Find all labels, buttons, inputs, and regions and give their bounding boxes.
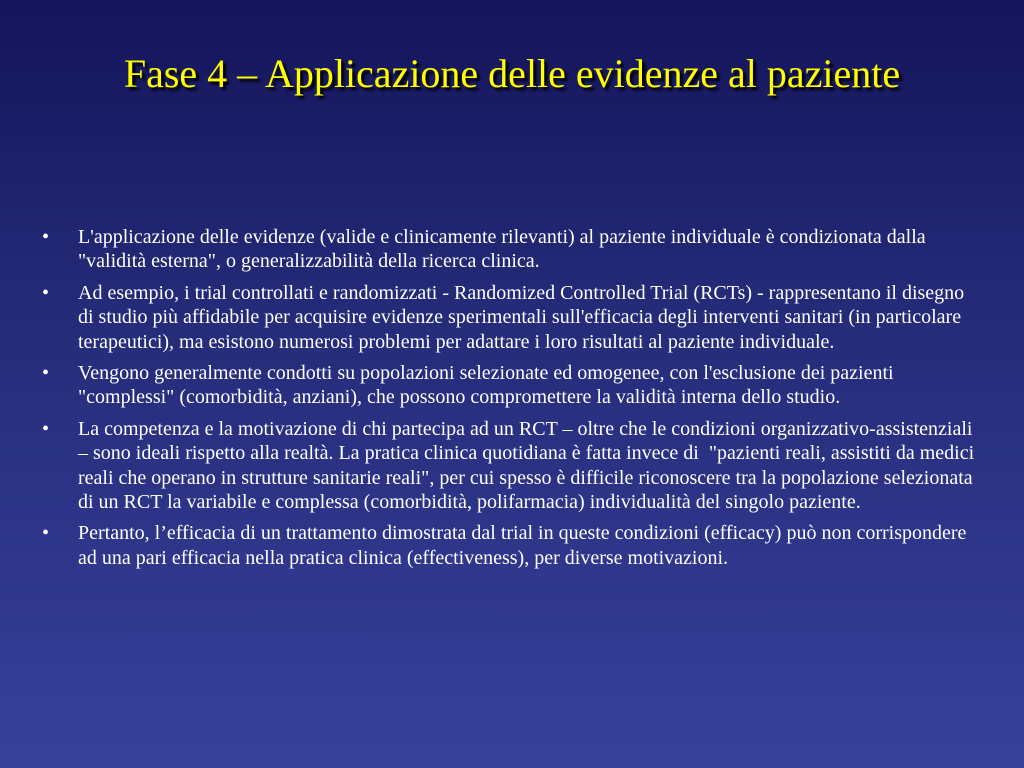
bullet-item <box>42 361 982 410</box>
bullet-text: L'applicazione delle evidenze (valide e clinicamente rilevanti) al paziente individuale è condizionata dalla "validità esterna", o generalizzabilità della ricerca clinica. <box>78 226 931 273</box>
bullet-item <box>42 281 982 354</box>
bullet-text: La competenza e la motivazione di chi partecipa ad un RCT – oltre che le condizioni organizzativo-assistenziali – sono ideali rispetto alla realtà. La pratica clinica quotidiana è fatta invece di "pazienti reali, assistiti da medici reali che operano in strutture sanitarie reali", per cui spesso è difficile riconoscere tra la popolazione selezionata di un RCT la variabile e complessa (comorbidità, polifarmacia) individualità del singolo paziente. <box>78 417 980 514</box>
bullet-list <box>42 225 982 577</box>
bullet-dot-icon: • <box>42 362 50 385</box>
bullet-dot-icon: • <box>42 226 50 248</box>
bullet-text: Ad esempio, i trial controllati e randomizzati - Randomized Controlled Trial (RCTs) - rappresentano il disegno di studio più affidabile per acquisire evidenze sperimentali sull'efficacia degli interventi sanitari (in particolare terapeutici), ma esistono numerosi problemi per adattare i loro risultati al paziente individuale. <box>78 281 970 353</box>
bullet-dot-icon: • <box>42 417 50 440</box>
bullet-text: Pertanto, l’efficacia di un trattamento dimostrata dal trial in queste condizioni (efficacy) può non corrispondere ad una pari efficacia nella pratica clinica (effectiveness), per diverse motivazioni. <box>78 522 972 569</box>
bullet-item <box>42 417 982 515</box>
bullet-item <box>42 225 982 274</box>
bullet-dot-icon: • <box>42 522 50 545</box>
slide-title: Fase 4 – Applicazione delle evidenze al paziente <box>123 51 901 96</box>
bullet-text: Vengono generalmente condotti su popolazioni selezionate ed omogenee, con l'esclusione dei pazienti "complessi" (comorbidità, anziani), che possono compromettere la validità interna dello studio. <box>78 362 899 409</box>
bullet-item <box>42 521 982 570</box>
bullet-dot-icon: • <box>42 281 50 304</box>
